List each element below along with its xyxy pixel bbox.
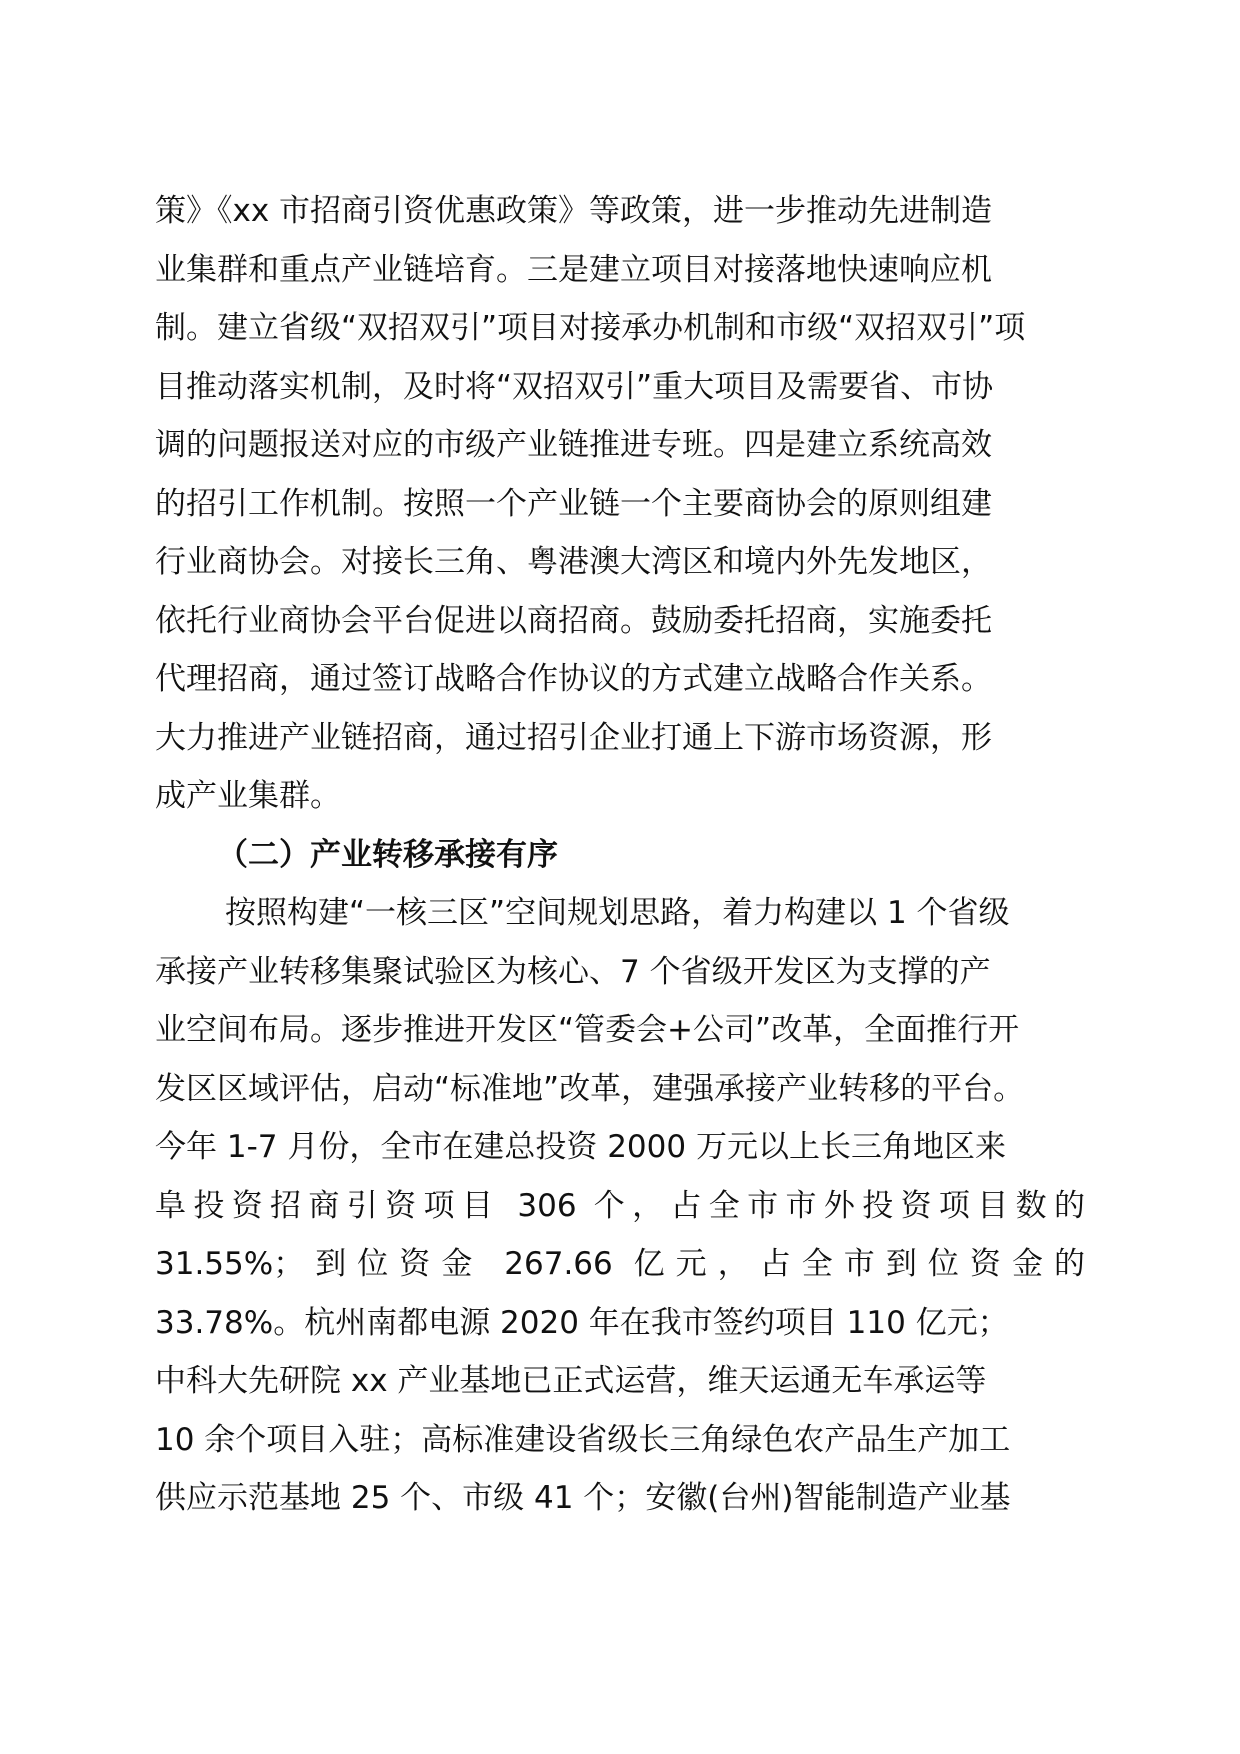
paragraph-line: 调的问题报送对应的市级产业链推进专班。四是建立系统高效 bbox=[155, 427, 992, 463]
document-body bbox=[155, 182, 1085, 1528]
paragraph-line: 业集群和重点产业链培育。三是建立项目对接落地快速响应机 bbox=[155, 251, 992, 288]
paragraph-line: 今年 1-7 月份，全市在建总投资 2000 万元以上长三角地区来 bbox=[155, 1129, 1006, 1165]
paragraph-line: 行业商协会。对接长三角、粤港澳大湾区和境内外先发地区， bbox=[155, 544, 992, 580]
paragraph-line: 代理招商，通过签订战略合作协议的方式建立战略合作关系。 bbox=[155, 661, 992, 697]
paragraph-line: 10 余个项目入驻；高标准建设省级长三角绿色农产品生产加工 bbox=[155, 1421, 1011, 1458]
paragraph-line: 依托行业商协会平台促进以商招商。鼓励委托招商，实施委托 bbox=[155, 602, 992, 639]
paragraph-line: 中科大先研院 xx 产业基地已正式运营，维天运通无车承运等 bbox=[155, 1363, 987, 1399]
paragraph-line: 33.78%。杭州南都电源 2020 年在我市签约项目 110 亿元； bbox=[155, 1304, 1009, 1341]
paragraph-line: 成产业集群。 bbox=[155, 778, 341, 814]
paragraph-line: 策》《xx 市招商引资优惠政策》等政策，进一步推动先进制造 bbox=[155, 193, 993, 229]
section-heading: （二）产业转移承接有序 bbox=[217, 836, 558, 873]
paragraph-line: 阜投资招商引资项目 306 个，占全市市外投资项目数的 bbox=[155, 1187, 1085, 1224]
paragraph-line: 大力推进产业链招商，通过招引企业打通上下游市场资源，形 bbox=[155, 719, 992, 756]
paragraph-line: 制。建立省级“双招双引”项目对接承办机制和市级“双招双引”项 bbox=[155, 310, 1026, 346]
paragraph-line: 31.55%；到位资金 267.66 亿元，占全市到位资金的 bbox=[155, 1246, 1085, 1282]
paragraph-line: 按照构建“一核三区”空间规划思路，着力构建以 1 个省级 bbox=[225, 895, 1010, 931]
paragraph-line: 发区区域评估，启动“标准地”改革，建强承接产业转移的平台。 bbox=[155, 1070, 1025, 1107]
paragraph-line: 承接产业转移集聚试验区为核心、7 个省级开发区为支撑的产 bbox=[155, 953, 991, 990]
paragraph-line: 的招引工作机制。按照一个产业链一个主要商协会的原则组建 bbox=[155, 485, 992, 522]
paragraph-line: 供应示范基地 25 个、市级 41 个；安徽(台州)智能制造产业基 bbox=[155, 1480, 1011, 1516]
paragraph-line: 业空间布局。逐步推进开发区“管委会+公司”改革，全面推行开 bbox=[155, 1012, 1020, 1048]
paragraph-line: 目推动落实机制，及时将“双招双引”重大项目及需要省、市协 bbox=[155, 368, 994, 405]
